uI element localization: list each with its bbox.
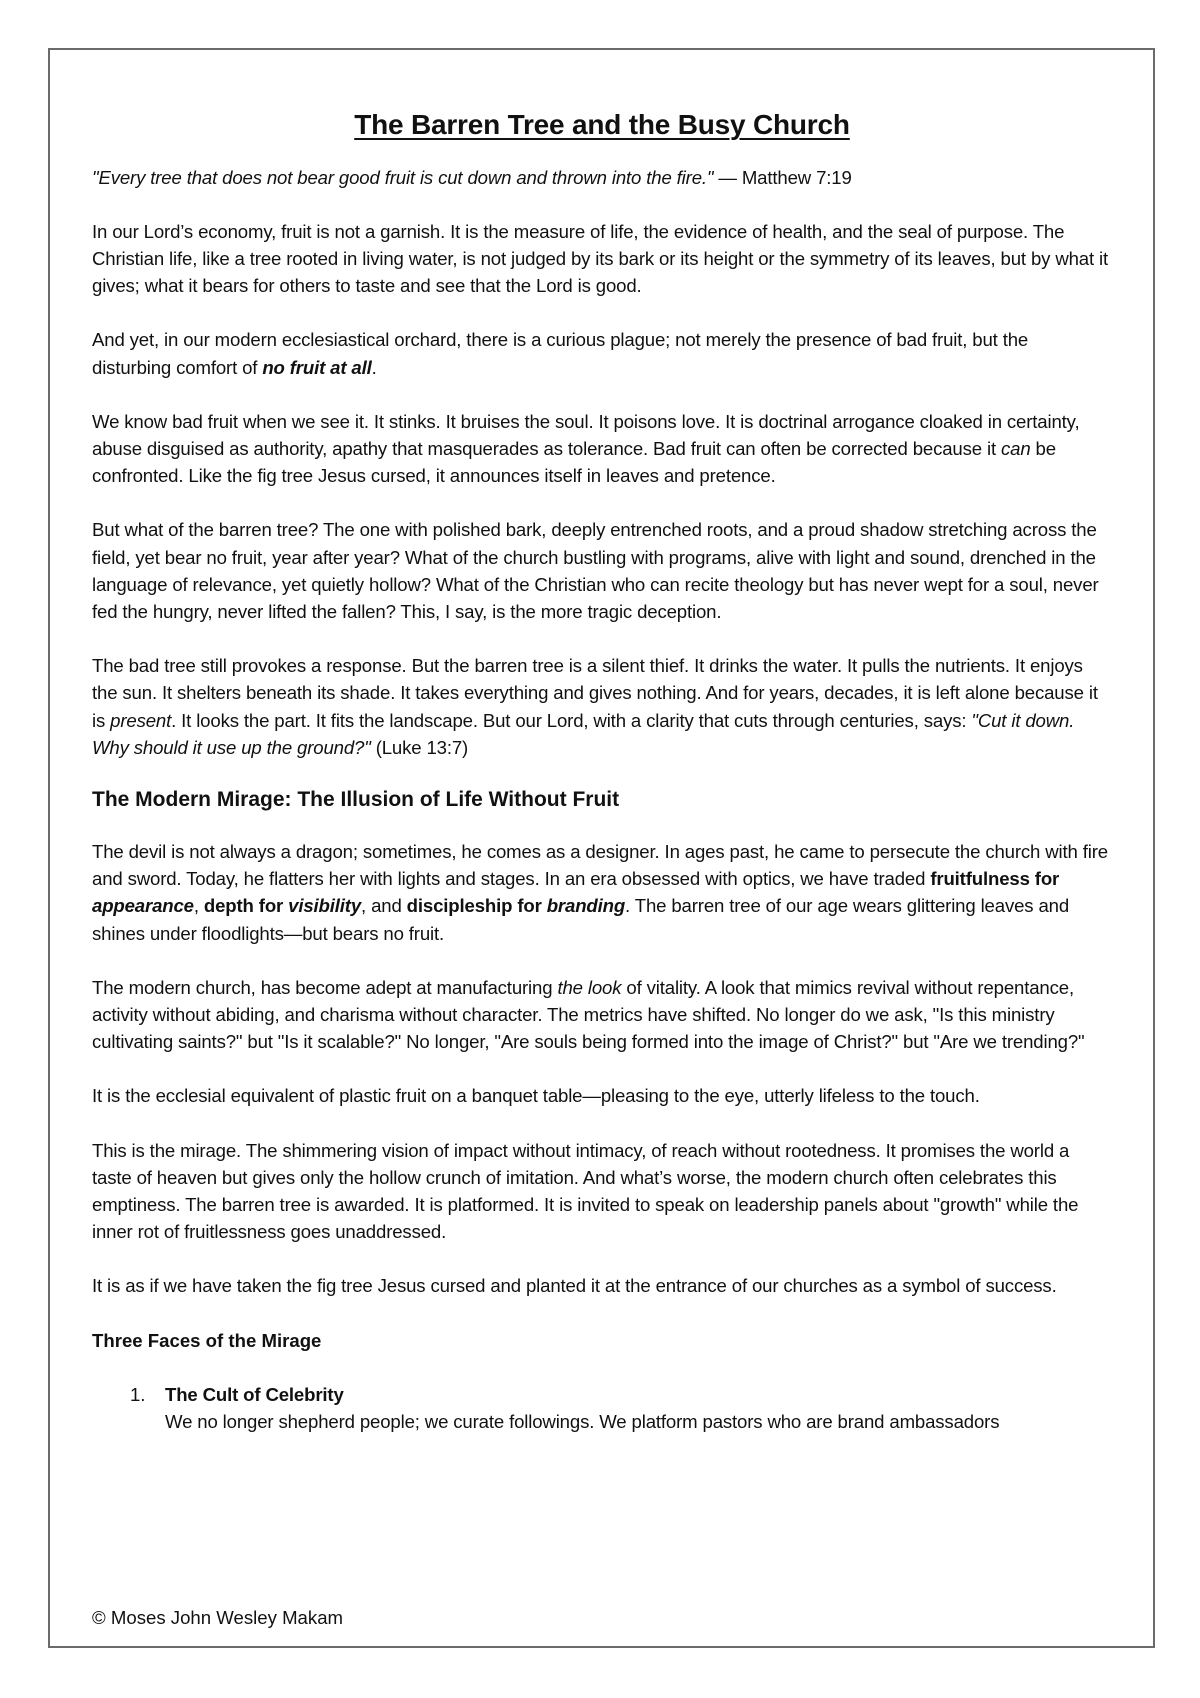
scripture-quote: "Cut it down. Why should it use up the ground?" <box>92 709 1075 758</box>
list-item-title: The Cult of Celebrity <box>165 1383 344 1405</box>
text-run: We know bad fruit when we see it. It stinks. It bruises the soul. It poisons love. It is doctrinal arrogance cloaked in certainty, abuse disguised as authority, apathy that masquerades as tolerance. Bad fruit can often be corrected because it <box>92 410 1080 460</box>
text-run: fruitfulness for <box>930 868 1060 890</box>
text-run: The devil is not always a dragon; sometimes, he comes as a designer. In ages past, he came to persecute the church with fire and sword. Today, he flatters her with lights and stages. In an era obsessed with optics, we have traded <box>92 841 1108 890</box>
section-heading: The Modern Mirage: The Illusion of Life Without Fruit <box>92 788 620 812</box>
list-item <box>92 1381 1112 1435</box>
numbered-list <box>92 1381 1112 1435</box>
section-paragraph-4: This is the mirage. The shimmering vision of impact without intimacy, of reach without rootedness. It promises the world a taste of heaven but gives only the hollow crunch of imitation. And what’s worse, the modern church often celebrates this emptiness. The barren tree is awarded. It is platformed. It is invited to speak on leadership panels about "growth" while the inner rot of fruitlessness goes unaddressed. <box>92 1139 1079 1243</box>
section-paragraph-3: It is the ecclesial equivalent of plastic fruit on a banquet table—pleasing to the eye, utterly lifeless to the touch. <box>92 1085 980 1107</box>
emphasis-can: can <box>1000 438 1031 460</box>
epigraph-attribution: — Matthew 7:19 <box>713 166 852 188</box>
document-body <box>92 108 1112 1435</box>
list-number: 1. <box>130 1383 146 1405</box>
text-run: depth for <box>203 895 289 917</box>
section-paragraph-5: It is as if we have taken the fig tree Jesus cursed and planted it at the entrance of our churches as a symbol of success. <box>92 1275 1057 1297</box>
subheading: Three Faces of the Mirage <box>92 1329 322 1351</box>
scripture-reference: (Luke 13:7) <box>370 736 469 758</box>
emphasis-appearance: appearance <box>92 895 194 917</box>
text-run: . It looks the part. It fits the landscape. But our Lord, with a clarity that cuts through centuries, says: <box>171 709 972 731</box>
epigraph <box>92 164 1112 191</box>
text-run: of vitality. A look that mimics revival without repentance, activity without abiding, and charisma without character. The metrics have shifted. No longer do we ask, "Is this ministry cultivating saints?" but "Is it scalable?" No longer, "Are souls being formed into the image of Christ?" but "Are we trending?" <box>92 976 1085 1053</box>
section-paragraph-2 <box>92 974 1112 1056</box>
emphasis-visibility: visibility <box>288 895 362 917</box>
section-paragraph-1 <box>92 838 1112 947</box>
text-run: And yet, in our modern ecclesiastical orchard, there is a curious plague; not merely the presence of bad fruit, but the disturbing comfort of <box>92 329 1029 378</box>
text-run: , and <box>361 895 407 917</box>
text-run: . <box>371 356 377 378</box>
document-title: The Barren Tree and the Busy Church <box>354 109 850 140</box>
emphasis-branding: branding <box>546 895 626 917</box>
text-run: The bad tree still provokes a response. But the barren tree is a silent thief. It drinks the water. It pulls the nutrients. It enjoys the sun. It shelters beneath its shade. It takes everything and gives nothing. And for years, decades, it is left alone because it is <box>92 655 1098 731</box>
paragraph-3 <box>92 408 1112 490</box>
emphasis-present: present <box>110 709 172 731</box>
emphasis-the-look: the look <box>557 976 622 998</box>
epigraph-quote: "Every tree that does not bear good fruit is cut down and thrown into the fire." <box>92 166 714 188</box>
bold-run <box>407 895 625 916</box>
text-run: , <box>193 895 204 917</box>
paragraph-5 <box>92 652 1112 761</box>
list-item-text: We no longer shepherd people; we curate followings. We platform pastors who are brand ambassadors <box>165 1410 1000 1432</box>
paragraph-2 <box>92 326 1112 380</box>
text-run: discipleship for <box>406 895 547 917</box>
text-run: be confronted. Like the fig tree Jesus cursed, it announces itself in leaves and pretence. <box>92 438 1056 487</box>
paragraph-1: In our Lord’s economy, fruit is not a garnish. It is the measure of life, the evidence of health, and the seal of purpose. The Christian life, like a tree rooted in living water, is not judged by its bark or its height or the symmetry of its leaves, but by what it gives; what it bears for others to taste and see that the Lord is good. <box>92 220 1109 297</box>
copyright-footer: © Moses John Wesley Makam <box>92 1607 344 1628</box>
paragraph-4: But what of the barren tree? The one with polished bark, deeply entrenched roots, and a proud shadow stretching across the field, yet bear no fruit, year after year? What of the church bustling with programs, alive with light and sound, drenched in the language of relevance, yet quietly hollow? What of the Christian who can recite theology but has never wept for a soul, never fed the hungry, never lifted the fallen? This, I say, is the more tragic deception. <box>92 519 1099 623</box>
bold-run <box>204 895 361 916</box>
emphasis-no-fruit: no fruit at all <box>262 356 372 378</box>
text-run: The modern church, has become adept at manufacturing <box>92 976 558 998</box>
text-run: . The barren tree of our age wears glittering leaves and shines under floodlights—but bears no fruit. <box>92 895 1070 944</box>
